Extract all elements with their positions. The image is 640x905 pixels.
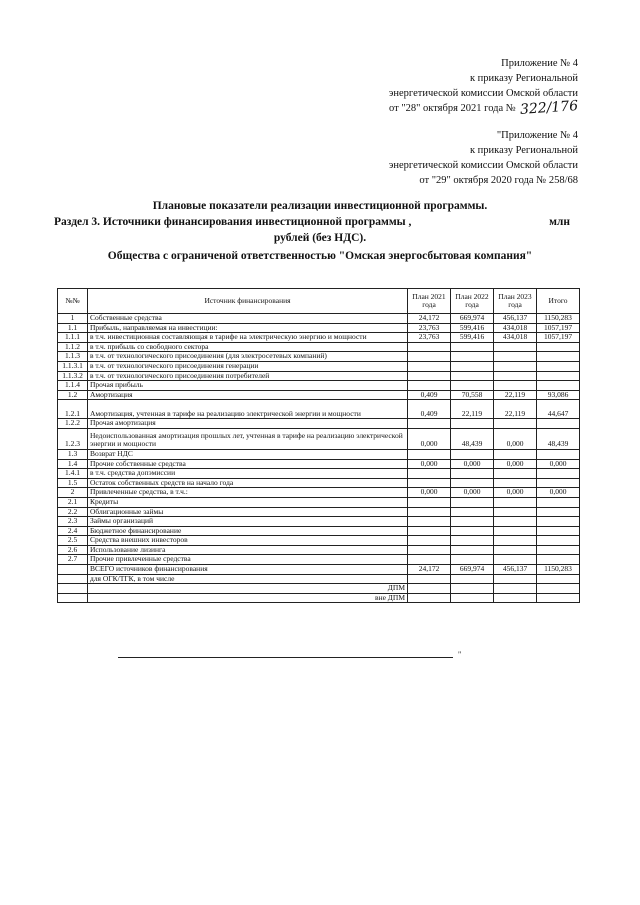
row-number: 1.2.3: [58, 428, 88, 449]
row-plan-2022: [451, 517, 494, 527]
row-plan-2022: 669,974: [451, 314, 494, 324]
row-source-name: Собственные средства: [88, 314, 408, 324]
row-number: 1: [58, 314, 88, 324]
row-plan-2023: 456,137: [494, 565, 537, 575]
row-plan-2021: [408, 555, 451, 565]
row-total: 48,439: [537, 428, 580, 449]
row-plan-2022: [451, 371, 494, 381]
row-plan-2023: [494, 536, 537, 546]
row-total: [537, 352, 580, 362]
row-plan-2021: 24,172: [408, 314, 451, 324]
row-plan-2021: [408, 371, 451, 381]
row-plan-2021: 0,409: [408, 390, 451, 400]
row-total: [537, 449, 580, 459]
row-source-name: Займы организаций: [88, 517, 408, 527]
row-number: 1.1.1: [58, 333, 88, 343]
row-plan-2023: 434,018: [494, 333, 537, 343]
row-total: [537, 545, 580, 555]
row-plan-2022: [451, 574, 494, 584]
row-source-name: для ОГК/ТГК, в том числе: [88, 574, 408, 584]
row-total: [537, 526, 580, 536]
row-number: 1.5: [58, 478, 88, 488]
row-total: 93,086: [537, 390, 580, 400]
row-total: [537, 593, 580, 603]
row-source-name: в т.ч. средства допэмиссии: [88, 469, 408, 479]
row-plan-2023: [494, 381, 537, 391]
row-plan-2023: 434,018: [494, 323, 537, 333]
table-row: [58, 390, 580, 400]
table-row: [58, 352, 580, 362]
row-total: [537, 371, 580, 381]
row-total: 44,647: [537, 400, 580, 419]
table-row: [58, 584, 580, 594]
row-source-name: Бюджетное финансирование: [88, 526, 408, 536]
table-row: [58, 371, 580, 381]
row-plan-2022: [451, 536, 494, 546]
row-total: 1057,197: [537, 333, 580, 343]
table-row: [58, 536, 580, 546]
row-plan-2022: 0,000: [451, 459, 494, 469]
row-total: 1057,197: [537, 323, 580, 333]
row-total: [537, 555, 580, 565]
row-number: [58, 584, 88, 594]
order-reference-previous: к приказу Региональной: [469, 145, 578, 156]
row-source-name: Кредиты: [88, 497, 408, 507]
table-row: [58, 478, 580, 488]
closing-quote-mark: ": [458, 650, 462, 659]
table-header-row: [58, 289, 580, 314]
row-plan-2023: [494, 469, 537, 479]
table-row: [58, 428, 580, 449]
row-number: 1.1.2: [58, 342, 88, 352]
handwritten-order-number: 322/176: [519, 97, 579, 119]
financing-sources-table: [57, 288, 580, 603]
row-plan-2021: [408, 419, 451, 429]
row-source-name: Остаток собственных средств на начало года: [88, 478, 408, 488]
order-date: от "28" октября 2021 года №: [389, 103, 516, 114]
col-header-plan-2023: План 2023 года: [494, 289, 537, 314]
row-plan-2021: [408, 361, 451, 371]
row-number: 2.4: [58, 526, 88, 536]
table-row: [58, 400, 580, 419]
row-source-name: Прочие собственные средства: [88, 459, 408, 469]
row-plan-2022: [451, 449, 494, 459]
row-plan-2023: [494, 449, 537, 459]
row-total: 1150,283: [537, 314, 580, 324]
row-total: 0,000: [537, 488, 580, 498]
row-plan-2022: [451, 381, 494, 391]
row-plan-2021: [408, 507, 451, 517]
title-line-3: рублей (без НДС).: [273, 232, 367, 244]
row-plan-2023: 0,000: [494, 428, 537, 449]
row-plan-2023: 0,000: [494, 488, 537, 498]
row-plan-2023: [494, 545, 537, 555]
row-plan-2021: [408, 478, 451, 488]
row-plan-2021: [408, 517, 451, 527]
row-source-name: Прибыль, направляемая на инвестиции:: [88, 323, 408, 333]
row-plan-2023: [494, 526, 537, 536]
company-name: Общества с ограниченой ответственностью "Омская энергосбытовая компания": [107, 250, 533, 262]
row-number: [58, 593, 88, 603]
row-plan-2022: 599,416: [451, 323, 494, 333]
table-row: [58, 565, 580, 575]
row-number: 1.2.2: [58, 419, 88, 429]
row-plan-2022: [451, 593, 494, 603]
table-row: [58, 507, 580, 517]
table-row: [58, 381, 580, 391]
appendix-header-previous: [389, 128, 578, 188]
row-total: [537, 381, 580, 391]
row-plan-2021: 0,409: [408, 400, 451, 419]
row-plan-2022: 22,119: [451, 400, 494, 419]
row-source-name: Прочая амортизация: [88, 419, 408, 429]
row-plan-2021: [408, 545, 451, 555]
row-number: 1.2: [58, 390, 88, 400]
row-plan-2022: [451, 497, 494, 507]
row-plan-2021: [408, 536, 451, 546]
row-number: 2.3: [58, 517, 88, 527]
row-plan-2022: [451, 361, 494, 371]
row-plan-2021: [408, 449, 451, 459]
row-source-name: Облигационные займы: [88, 507, 408, 517]
row-source-name: Использование лизинга: [88, 545, 408, 555]
col-header-num: №№: [58, 289, 88, 314]
row-total: [537, 342, 580, 352]
row-plan-2023: [494, 574, 537, 584]
row-plan-2021: [408, 526, 451, 536]
row-source-name: в т.ч. от технологического присоединения (для электросетевых компаний): [88, 352, 408, 362]
row-plan-2023: 456,137: [494, 314, 537, 324]
row-plan-2023: 22,119: [494, 400, 537, 419]
row-plan-2023: [494, 419, 537, 429]
row-number: 1.3: [58, 449, 88, 459]
table-row: [58, 459, 580, 469]
row-plan-2022: [451, 526, 494, 536]
order-reference: к приказу Региональной: [469, 73, 578, 84]
row-source-name: ВСЕГО источников финансирования: [88, 565, 408, 575]
row-plan-2022: 669,974: [451, 565, 494, 575]
signature-line: [118, 657, 453, 658]
col-header-plan-2021: План 2021 года: [408, 289, 451, 314]
row-source-name: в т.ч. инвестиционная составляющая в тарифе на электрическую энергию и мощности: [88, 333, 408, 343]
row-plan-2022: 599,416: [451, 333, 494, 343]
row-number: 2.5: [58, 536, 88, 546]
appendix-number: Приложение № 4: [501, 58, 578, 69]
row-plan-2022: [451, 342, 494, 352]
row-number: [58, 565, 88, 575]
row-plan-2023: [494, 361, 537, 371]
table-row: [58, 488, 580, 498]
row-total: [537, 478, 580, 488]
table-row: [58, 517, 580, 527]
row-plan-2021: [408, 381, 451, 391]
row-number: 2.7: [58, 555, 88, 565]
row-total: [537, 536, 580, 546]
row-plan-2022: [451, 507, 494, 517]
row-plan-2023: [494, 555, 537, 565]
row-plan-2021: 23,763: [408, 323, 451, 333]
row-total: [537, 507, 580, 517]
row-plan-2023: [494, 371, 537, 381]
table-row: [58, 333, 580, 343]
row-number: 2.2: [58, 507, 88, 517]
row-total: [537, 517, 580, 527]
row-total: [537, 469, 580, 479]
table-row: [58, 526, 580, 536]
row-plan-2021: 0,000: [408, 459, 451, 469]
row-plan-2022: [451, 469, 494, 479]
row-number: 1.4.1: [58, 469, 88, 479]
row-plan-2022: [451, 478, 494, 488]
row-plan-2023: 0,000: [494, 459, 537, 469]
row-source-name: Прочие привлеченные средства: [88, 555, 408, 565]
row-plan-2022: [451, 352, 494, 362]
table-row: [58, 574, 580, 584]
row-total: 1150,283: [537, 565, 580, 575]
row-number: 2.1: [58, 497, 88, 507]
row-plan-2023: [494, 507, 537, 517]
row-total: [537, 419, 580, 429]
table-row: [58, 323, 580, 333]
row-plan-2023: [494, 517, 537, 527]
row-plan-2022: [451, 419, 494, 429]
row-plan-2023: [494, 593, 537, 603]
row-total: [537, 361, 580, 371]
title-line-1: Плановые показатели реализации инвестиционной программы.: [152, 200, 488, 212]
row-source-name: Амортизация: [88, 390, 408, 400]
table-row: [58, 449, 580, 459]
row-source-name: Амортизация, учтенная в тарифе на реализацию электрической энергии и мощности: [88, 400, 408, 419]
row-number: 1.1.3.2: [58, 371, 88, 381]
commission-name-previous: энергетической комиссии Омской области: [388, 160, 578, 171]
row-number: 1.1: [58, 323, 88, 333]
row-source-name: Возврат НДС: [88, 449, 408, 459]
row-number: [58, 574, 88, 584]
row-total: 0,000: [537, 459, 580, 469]
row-plan-2021: 0,000: [408, 488, 451, 498]
table-row: [58, 545, 580, 555]
row-source-name: в т.ч. прибыль со свободного сектора: [88, 342, 408, 352]
row-source-name: в т.ч. от технологического присоединения потребителей: [88, 371, 408, 381]
row-plan-2021: [408, 497, 451, 507]
table-row: [58, 497, 580, 507]
commission-name: энергетической комиссии Омской области: [388, 88, 578, 99]
row-plan-2021: [408, 342, 451, 352]
document-title: [40, 198, 600, 264]
row-number: 1.1.4: [58, 381, 88, 391]
table-row: [58, 469, 580, 479]
table-row: [58, 555, 580, 565]
row-source-name: Недоиспользованная амортизация прошлых лет, учтенная в тарифе на реализацию электрической энергии и мощности: [88, 428, 408, 449]
row-source-name: Прочая прибыль: [88, 381, 408, 391]
row-number: 2.6: [58, 545, 88, 555]
row-plan-2022: [451, 584, 494, 594]
row-plan-2021: [408, 574, 451, 584]
col-header-plan-2022: План 2022 года: [451, 289, 494, 314]
row-number: 1.1.3.1: [58, 361, 88, 371]
row-total: [537, 574, 580, 584]
row-number: 2: [58, 488, 88, 498]
col-header-source: Источник финансирования: [88, 289, 408, 314]
row-source-name: Средства внешних инвесторов: [88, 536, 408, 546]
table-row: [58, 314, 580, 324]
table-row: [58, 419, 580, 429]
row-plan-2022: [451, 545, 494, 555]
row-plan-2022: 0,000: [451, 488, 494, 498]
table-row: [58, 342, 580, 352]
row-plan-2021: 0,000: [408, 428, 451, 449]
row-source-name: вне ДПМ: [88, 593, 408, 603]
row-plan-2021: [408, 469, 451, 479]
order-date-line: [389, 97, 579, 119]
row-source-name: ДПМ: [88, 584, 408, 594]
row-number: 1.1.3: [58, 352, 88, 362]
appendix-number-previous: "Приложение № 4: [496, 130, 578, 141]
row-plan-2023: [494, 478, 537, 488]
row-plan-2022: 48,439: [451, 428, 494, 449]
table-row: [58, 361, 580, 371]
table-row: [58, 593, 580, 603]
row-plan-2022: 70,558: [451, 390, 494, 400]
row-plan-2021: [408, 584, 451, 594]
row-source-name: Привлеченные средства, в т.ч.:: [88, 488, 408, 498]
row-plan-2023: [494, 352, 537, 362]
row-plan-2023: [494, 342, 537, 352]
row-plan-2021: [408, 352, 451, 362]
row-plan-2023: 22,119: [494, 390, 537, 400]
appendix-header-current: [388, 56, 579, 119]
row-plan-2021: [408, 593, 451, 603]
col-header-total: Итого: [537, 289, 580, 314]
row-plan-2021: 24,172: [408, 565, 451, 575]
row-number: 1.2.1: [58, 400, 88, 419]
section-title: Раздел 3. Источники финансирования инвестиционной программы ,: [54, 216, 412, 228]
order-date-previous: от "29" октября 2020 года № 258/68: [419, 175, 578, 186]
row-plan-2021: 23,763: [408, 333, 451, 343]
row-number: 1.4: [58, 459, 88, 469]
row-total: [537, 584, 580, 594]
unit-label: млн: [549, 216, 570, 228]
row-plan-2023: [494, 497, 537, 507]
row-plan-2023: [494, 584, 537, 594]
row-source-name: в т.ч. от технологического присоединения генерации: [88, 361, 408, 371]
title-line-2: [40, 214, 600, 230]
row-plan-2022: [451, 555, 494, 565]
row-total: [537, 497, 580, 507]
